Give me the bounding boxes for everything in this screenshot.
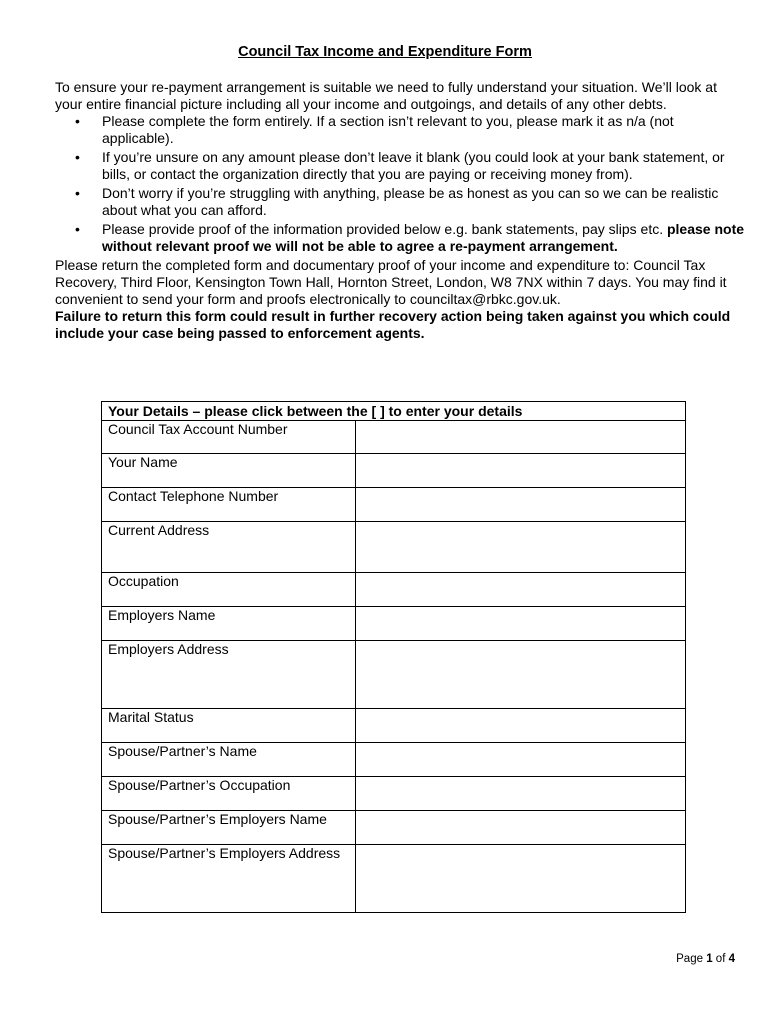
employers-name-field[interactable] [355,607,685,641]
instruction-item [55,185,745,219]
row-label: Spouse/Partner’s Occupation [102,777,356,811]
instruction-item [55,149,745,183]
row-label: Contact Telephone Number [102,488,356,522]
instruction-text: Don’t worry if you’re struggling with anything, please be as honest as you can so we can be realistic about what you can afford. [102,185,719,218]
row-label: Marital Status [102,709,356,743]
name-field[interactable] [355,454,685,488]
occupation-field[interactable] [355,573,685,607]
row-label: Spouse/Partner’s Employers Address [102,845,356,913]
row-label: Your Name [102,454,356,488]
address-field[interactable] [355,522,685,573]
form-title: Council Tax Income and Expenditure Form [238,44,532,60]
row-label: Current Address [102,522,356,573]
table-header: Your Details – please click between the [ ] to enter your details [102,402,686,421]
page-number: Page 1 of 4 [676,953,735,965]
partner-occupation-field[interactable] [355,777,685,811]
instruction-text: If you’re unsure on any amount please don’t leave it blank (you could look at your bank statement, or bills, or contact the organization directly that you are paying or receiving money from). [102,149,725,182]
partner-employers-name-field[interactable] [355,811,685,845]
row-label: Occupation [102,573,356,607]
employers-address-field[interactable] [355,641,685,709]
row-label: Spouse/Partner’s Employers Name [102,811,356,845]
marital-status-field[interactable] [355,709,685,743]
your-details-table [101,401,686,913]
intro-lead: To ensure your re-payment arrangement is suitable we need to fully understand your situation. We’ll look at your entire financial picture including all your income and outgoings, and details of any other debts. [55,79,717,112]
row-label: Council Tax Account Number [102,421,356,454]
bullet-icon: • [75,149,80,165]
instruction-item [55,113,745,147]
bullet-icon: • [75,113,80,129]
proof-warning: please note without relevant proof we will not be able to agree a re-payment arrangement. [102,221,745,254]
instruction-list [55,113,745,255]
row-label: Spouse/Partner’s Name [102,743,356,777]
partner-name-field[interactable] [355,743,685,777]
row-label: Employers Name [102,607,356,641]
row-label: Employers Address [102,641,356,709]
bullet-icon: • [75,185,80,201]
bullet-icon: • [75,221,80,237]
account-number-field[interactable] [355,421,685,454]
instruction-text: Please provide proof of the information provided below e.g. bank statements, pay slips etc. [102,221,664,237]
instruction-item [55,221,745,255]
partner-employers-address-field[interactable] [355,845,685,913]
intro-section [55,79,745,342]
telephone-field[interactable] [355,488,685,522]
failure-warning: Failure to return this form could result in further recovery action being taken against you which could include your case being passed to enforcement agents. [55,308,731,341]
return-instructions: Please return the completed form and documentary proof of your income and expenditure to: Council Tax Recovery, Third Floor, Kensington Town Hall, Hornton Street, London, W8 7NX within 7 days. You may find it convenient to send your form and proofs electronically to counciltax@rbkc.gov.uk. [55,257,727,307]
instruction-text: Please complete the form entirely. If a section isn’t relevant to you, please mark it as n/a (not applicable). [102,113,674,146]
